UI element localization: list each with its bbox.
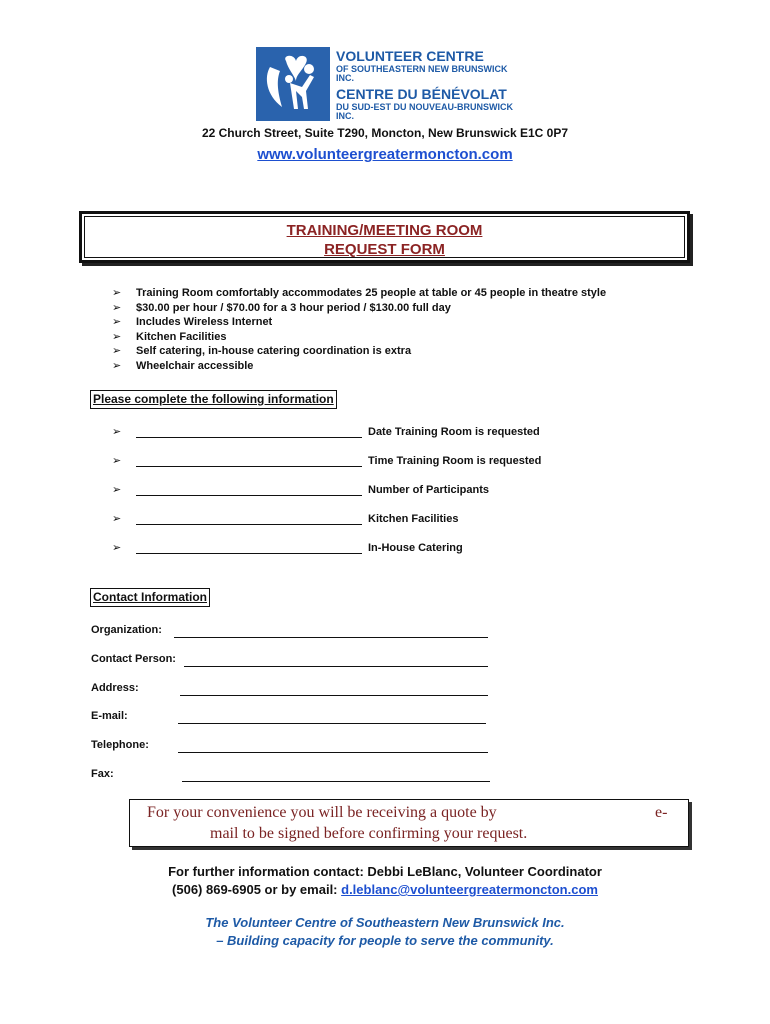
logo-text <box>336 49 516 121</box>
field-label: In-House Catering <box>368 542 463 554</box>
arrow-bullet-icon: ➢ <box>112 301 122 314</box>
contact-label-fax: Fax: <box>91 768 114 780</box>
arrow-bullet-icon: ➢ <box>112 359 122 372</box>
features-list <box>112 286 606 374</box>
contact-section-heading <box>90 588 210 607</box>
field-label: Number of Participants <box>368 484 490 496</box>
organization-logo <box>256 47 516 121</box>
address-input-line[interactable] <box>180 695 488 696</box>
logo-line: OF SOUTHEASTERN NEW BRUNSWICK INC. <box>336 64 508 83</box>
feature-text: Training Room comfortably accommodates 25 people at table or 45 people in theatre style <box>136 287 607 299</box>
quote-notice-box <box>129 799 689 847</box>
list-item <box>112 286 606 301</box>
field-label: Time Training Room is requested <box>368 455 542 467</box>
form-title: TRAINING/MEETING ROOM <box>286 222 483 239</box>
request-heading-text: Please complete the following information <box>93 392 334 406</box>
list-item <box>112 301 606 316</box>
form-subtitle: REQUEST FORM <box>324 241 445 258</box>
logo-line: VOLUNTEER CENTRE <box>336 48 484 64</box>
catering-input-line[interactable] <box>136 541 362 554</box>
time-input-line[interactable] <box>136 454 362 467</box>
contact-label-email: E-mail: <box>91 710 128 722</box>
logo-line: CENTRE DU BÉNÉVOLAT <box>336 86 507 102</box>
arrow-bullet-icon: ➢ <box>112 484 122 496</box>
email-link[interactable]: d.leblanc@volunteergreatermoncton.com <box>341 882 598 897</box>
arrow-bullet-icon: ➢ <box>112 542 122 554</box>
fax-input-line[interactable] <box>182 781 490 782</box>
telephone-input-line[interactable] <box>178 752 488 753</box>
list-item <box>112 344 606 359</box>
feature-text: $30.00 per hour / $70.00 for a 3 hour period / $130.00 full day <box>136 301 451 314</box>
feature-text: Self catering, in-house catering coordination is extra <box>136 345 412 358</box>
feature-text: Kitchen Facilities <box>136 330 227 343</box>
further-info-line: For further information contact: Debbi LeBlanc, Volunteer Coordinator <box>168 864 602 879</box>
hearts-people-icon <box>256 47 330 121</box>
contact-label-organization: Organization: <box>91 624 162 636</box>
request-field-participants <box>112 483 489 499</box>
notice-text-line1-end: e- <box>655 804 668 821</box>
feature-text: Wheelchair accessible <box>136 359 254 372</box>
email-input-line[interactable] <box>178 723 486 724</box>
logo-line: DU SUD-EST DU NOUVEAU-BRUNSWICK INC. <box>336 102 513 121</box>
kitchen-input-line[interactable] <box>136 512 362 525</box>
date-input-line[interactable] <box>136 425 362 438</box>
arrow-bullet-icon: ➢ <box>112 316 122 329</box>
arrow-bullet-icon: ➢ <box>112 426 122 438</box>
request-field-kitchen <box>112 512 458 528</box>
arrow-bullet-icon: ➢ <box>112 455 122 467</box>
arrow-bullet-icon: ➢ <box>112 345 122 358</box>
arrow-bullet-icon: ➢ <box>112 287 122 299</box>
request-field-date <box>112 425 540 441</box>
request-field-catering <box>112 541 463 557</box>
contact-heading-text: Contact Information <box>93 590 207 604</box>
tagline-line2: – Building capacity for people to serve the community. <box>216 933 554 948</box>
contact-label-person: Contact Person: <box>91 653 176 665</box>
list-item <box>112 330 606 345</box>
phone-text: (506) 869-6905 or by email: <box>172 882 342 897</box>
tagline-line1: The Volunteer Centre of Southeastern New Brunswick Inc. <box>205 915 565 930</box>
organization-input-line[interactable] <box>174 637 488 638</box>
contact-person-input-line[interactable] <box>184 666 488 667</box>
feature-text: Includes Wireless Internet <box>136 316 273 329</box>
form-title-box <box>79 211 690 263</box>
request-field-time <box>112 454 541 470</box>
notice-text-line2: mail to be signed before confirming your request. <box>210 825 528 842</box>
contact-label-telephone: Telephone: <box>91 739 149 751</box>
list-item <box>112 315 606 330</box>
address-line: 22 Church Street, Suite T290, Moncton, New Brunswick E1C 0P7 <box>201 126 569 140</box>
phone-email-line <box>0 882 770 897</box>
request-section-heading <box>90 390 337 409</box>
arrow-bullet-icon: ➢ <box>112 513 122 525</box>
contact-label-address: Address: <box>91 682 139 694</box>
participants-input-line[interactable] <box>136 483 362 496</box>
website-link[interactable]: www.volunteergreatermoncton.com <box>257 146 513 163</box>
arrow-bullet-icon: ➢ <box>112 330 122 343</box>
field-label: Date Training Room is requested <box>368 426 540 438</box>
field-label: Kitchen Facilities <box>368 513 459 525</box>
list-item <box>112 359 606 374</box>
notice-text-line1: For your convenience you will be receiving a quote by <box>147 804 497 821</box>
